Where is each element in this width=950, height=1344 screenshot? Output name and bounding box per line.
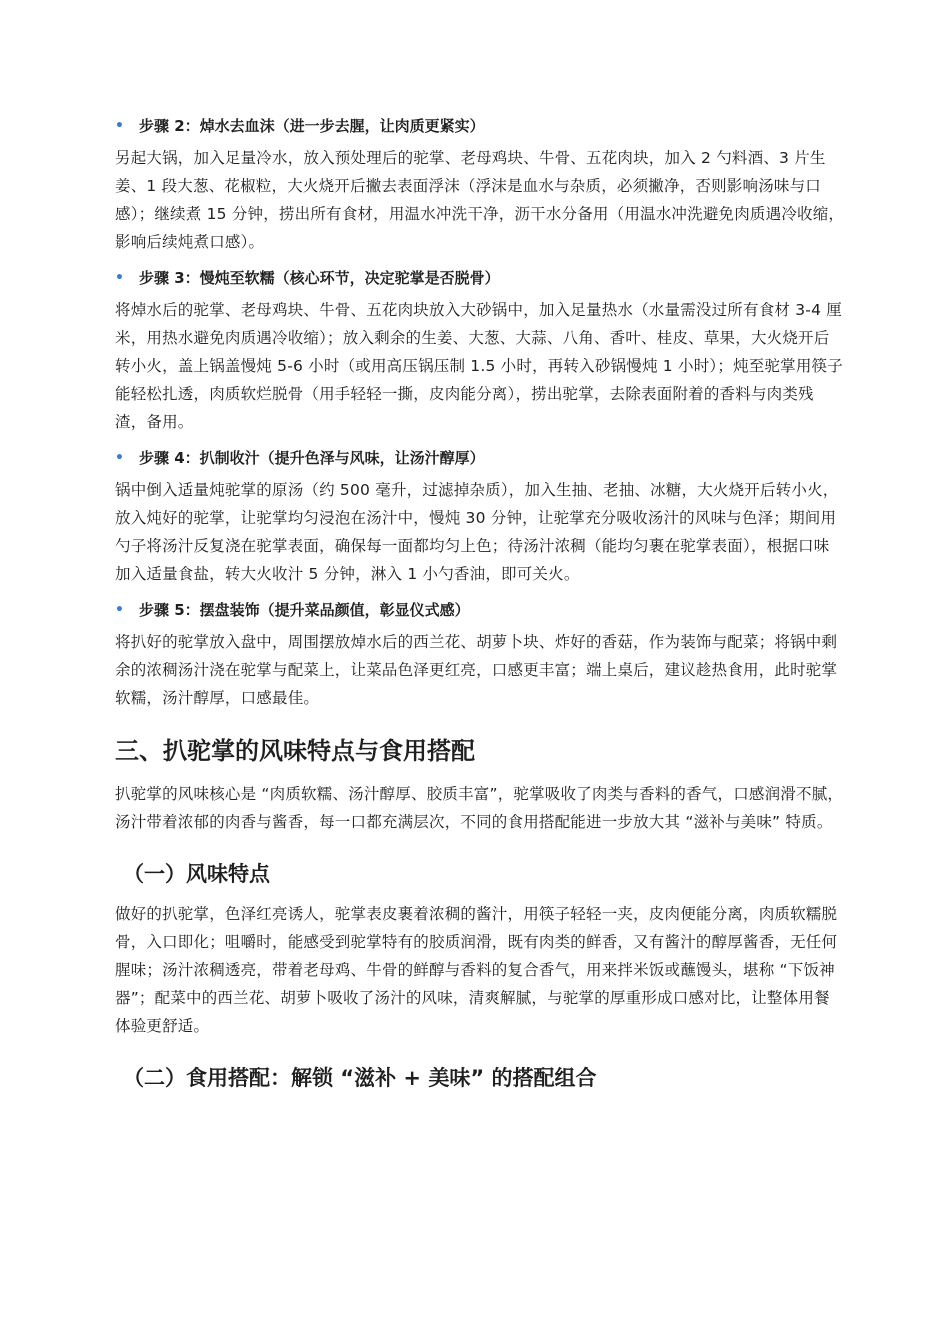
flavor-body: 做好的扒驼掌，色泽红亮诱人，驼掌表皮裹着浓稠的酱汁，用筷子轻轻一夹，皮肉便能分离，肉质软糯脱骨，入口即化；咀嚼时，能感受到驼掌特有的胶质润滑，既有肉类的鲜香，又有酱汁的醇厚酱香，无任何腥味；汤汁浓稠透亮，带着老母鸡、牛骨的鲜醇与香料的复合香气，用来拌米饭或蘸馒头，堪称 “下饭神器”；配菜中的西兰花、胡萝卜吸收了汤汁的风味，清爽解腻，与驼掌的厚重形成口感对比，让整体用餐体验更舒适。 <box>115 905 838 1035</box>
step-3-heading <box>115 264 845 292</box>
step-3-body: 将焯水后的驼掌、老母鸡块、牛骨、五花肉块放入大砂锅中，加入足量热水（水量需没过所有食材 3-4 厘米，用热水避免肉质遇冷收缩）；放入剩余的生姜、大葱、大蒜、八角、香叶、桂皮、草果，大火烧开后转小火，盖上锅盖慢炖 5-6 小时（或用高压锅压制 1.5 小时，再转入砂锅慢炖 1 小时）；炖至驼掌用筷子能轻松扎透，肉质软烂脱骨（用手轻轻一撕，皮肉能分离），捞出驼掌，去除表面附着的香料与肉类残渣，备用。 <box>115 301 843 431</box>
flavor-heading: （一）风味特点 <box>123 862 270 886</box>
bullet-icon: • <box>115 118 124 134</box>
step-5-heading <box>115 596 845 624</box>
step-2-body: 另起大锅，加入足量冷水，放入预处理后的驼掌、老母鸡块、牛骨、五花肉块，加入 2 勺料酒、3 片生姜、1 段大葱、花椒粒，大火烧开后撇去表面浮沫（浮沫是血水与杂质，必须撇净，否则影响汤味与口感）；继续煮 15 分钟，捞出所有食材，用温水冲洗干净，沥干水分备用（用温水冲洗避免肉质遇冷收缩，影响后续炖煮口感）。 <box>115 149 845 251</box>
section-3-heading: 三、扒驼掌的风味特点与食用搭配 <box>115 737 475 765</box>
step-3-title: 步骤 3：慢炖至软糯（核心环节，决定驼掌是否脱骨） <box>139 269 500 287</box>
step-5-body: 将扒好的驼掌放入盘中，周围摆放焯水后的西兰花、胡萝卜块、炸好的香菇，作为装饰与配菜；将锅中剩余的浓稠汤汁浇在驼掌与配菜上，让菜品色泽更红亮，口感更丰富；端上桌后，建议趁热食用，此时驼掌软糯，汤汁醇厚，口感最佳。 <box>115 633 838 707</box>
step-2-heading <box>115 112 845 140</box>
bullet-icon: • <box>115 602 124 618</box>
step-4-body: 锅中倒入适量炖驼掌的原汤（约 500 毫升，过滤掉杂质），加入生抽、老抽、冰糖，大火烧开后转小火，放入炖好的驼掌，让驼掌均匀浸泡在汤汁中，慢炖 30 分钟，让驼掌充分吸收汤汁的风味与色泽；期间用勺子将汤汁反复浇在驼掌表面，确保每一面都均匀上色；待汤汁浓稠（能均匀裹在驼掌表面），根据口味加入适量食盐，转大火收汁 5 分钟，淋入 1 小勺香油，即可关火。 <box>115 481 839 583</box>
step-2-title: 步骤 2：焯水去血沫（进一步去腥，让肉质更紧实） <box>139 117 485 135</box>
step-4-heading <box>115 444 845 472</box>
pairing-heading: （二）食用搭配：解锁 “滋补 + 美味” 的搭配组合 <box>123 1066 597 1090</box>
step-5-title: 步骤 5：摆盘装饰（提升菜品颜值，彰显仪式感） <box>139 601 470 619</box>
bullet-icon: • <box>115 450 124 466</box>
section-3-intro: 扒驼掌的风味核心是 “肉质软糯、汤汁醇厚、胶质丰富”，驼掌吸收了肉类与香料的香气，口感润滑不腻，汤汁带着浓郁的肉香与酱香，每一口都充满层次，不同的食用搭配能进一步放大其 “滋补与美味” 特质。 <box>115 785 844 831</box>
bullet-icon: • <box>115 270 124 286</box>
step-4-title: 步骤 4：扒制收汁（提升色泽与风味，让汤汁醇厚） <box>139 449 485 467</box>
document-page <box>115 112 845 1104</box>
